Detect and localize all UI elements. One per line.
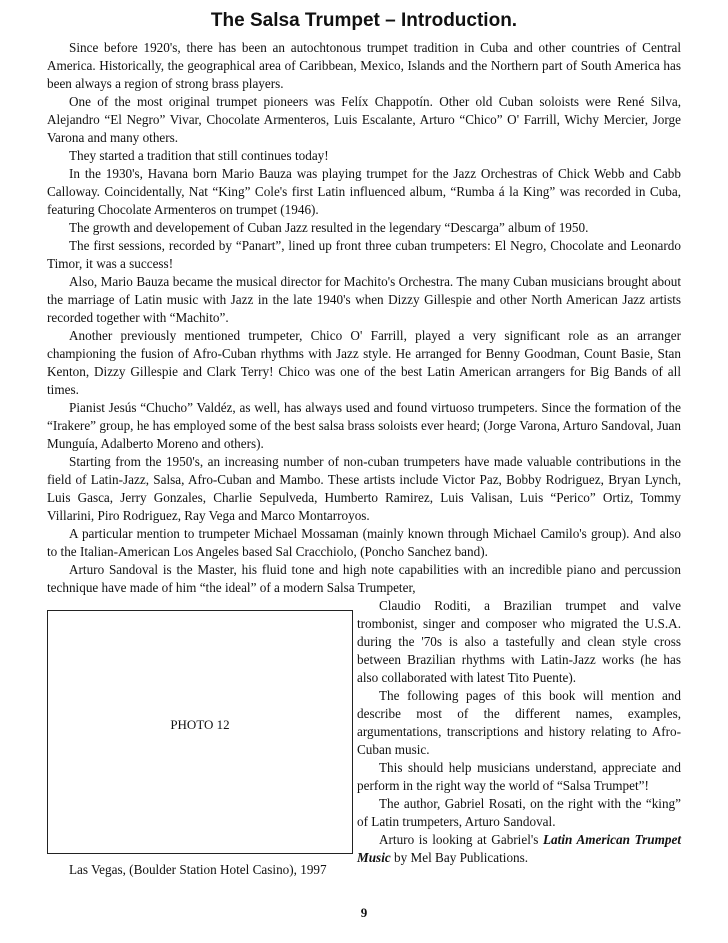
paragraph: Arturo Sandoval is the Master, his fluid tone and high note capabilities with an incredible piano and percussion technique have made of him “the ideal” of a modern Salsa Trumpeter, — [47, 562, 681, 595]
paragraph: Since before 1920's, there has been an autochtonous trumpet tradition in Cuba and other countries of Central America. Historically, the geographical area of Caribbean, Mexico, Islands and the Northern part of South America has been always a region of strong brass players. — [47, 40, 681, 91]
side-paragraph-last — [357, 831, 681, 867]
paragraph: One of the most original trumpet pioneers was Felíx Chappotín. Other old Cuban soloists were René Silva, Alejandro “El Negro” Vivar, Chocolate Armenteros, Luis Escalante, Arturo “Chico” O' Farrill, Wichy Mercier, Jorge Varona and many others. — [47, 94, 681, 145]
paragraph: The growth and developement of Cuban Jazz resulted in the legendary “Descarga” album of 1950. — [69, 220, 589, 235]
main-text — [47, 39, 681, 597]
photo-caption: Las Vegas, (Boulder Station Hotel Casino), 1997 — [69, 862, 327, 877]
paragraph: Also, Mario Bauza became the musical director for Machito's Orchestra. The many Cuban musicians brought about the marriage of Latin music with Jazz in the late 1940's when Dizzy Gillespie and other North American Jazz artists recorded together with “Machito”. — [47, 274, 681, 325]
last-paragraph-before: Arturo is looking at Gabriel's — [379, 832, 543, 847]
paragraph: They started a tradition that still continues today! — [69, 148, 329, 163]
last-paragraph-after: by Mel Bay Publications. — [390, 850, 529, 865]
paragraph: A particular mention to trumpeter Michael Mossaman (mainly known through Michael Camilo's group). And also to the Italian-American Los Angeles based Sal Cracchiolo, (Poncho Sanchez band). — [47, 526, 681, 559]
paragraph: The first sessions, recorded by “Panart”, lined up front three cuban trumpeters: El Negro, Chocolate and Leonardo Timor, it was a success! — [47, 238, 681, 271]
paragraph: In the 1930's, Havana born Mario Bauza was playing trumpet for the Jazz Orchestras of Chick Webb and Cabb Calloway. Coincidentally, Nat “King” Cole's first Latin influenced album, “Rumba á la King” was recorded in Cuba, featuring Chocolate Armenteros on trumpet (1946). — [47, 166, 681, 217]
photo-label: PHOTO 12 — [170, 717, 230, 732]
side-text — [357, 597, 681, 867]
book-title: Latin American Trumpet Music — [357, 832, 681, 865]
paragraph: Pianist Jesús “Chucho” Valdéz, as well, has always used and found virtuoso trumpeters. Since the formation of the “Irakere” group, he has employed some of the best salsa brass soloists ever heard; (Jorge Varona, Arturo Sandoval, Juan Munguía, Adalberto Moreno and others). — [47, 400, 681, 451]
side-paragraph: The following pages of this book will mention and describe most of the different names, examples, argumentations, transcriptions and history relating to Afro-Cuban music. — [357, 688, 681, 757]
side-paragraph: Claudio Roditi, a Brazilian trumpet and valve trombonist, singer and composer who migrated the U.S.A. during the '70s is also a tastefully and clean style cross between Brazilian rhythms with Latin-Jazz works (he has also collaborated with latest Tito Puente). — [357, 598, 681, 685]
paragraph: Starting from the 1950's, an increasing number of non-cuban trumpeters have made valuable contributions in the field of Latin-Jazz, Salsa, Afro-Cuban and Mambo. These artists include Victor Paz, Bobby Rodriguez, Bryan Lynch, Luis Gasca, Jerry Gonzales, Charlie Sepulveda, Humberto Ramirez, Luis Valisan, Luis “Perico” Ortiz, Tommy Villarini, Piro Rodriguez, Ray Vega and Marco Montarroyos. — [47, 454, 681, 523]
side-paragraph: This should help musicians understand, appreciate and perform in the right way the world of “Salsa Trumpet”! — [357, 760, 681, 793]
side-paragraph: The author, Gabriel Rosati, on the right with the “king” of Latin trumpeters, Arturo Sandoval. — [357, 796, 681, 829]
page-number: 9 — [360, 905, 368, 920]
page-title: The Salsa Trumpet – Introduction. — [210, 10, 518, 31]
photo-placeholder — [47, 610, 353, 854]
paragraph: Another previously mentioned trumpeter, Chico O' Farrill, played a very significant role as an arranger championing the fusion of Afro-Cuban rhythms with Jazz style. He arranged for Benny Goodman, Count Basie, Stan Kenton, Dizzy Gillespie and Clark Terry! Chico was one of the best Latin American arrangers for Big Bands of all times. — [47, 328, 681, 397]
